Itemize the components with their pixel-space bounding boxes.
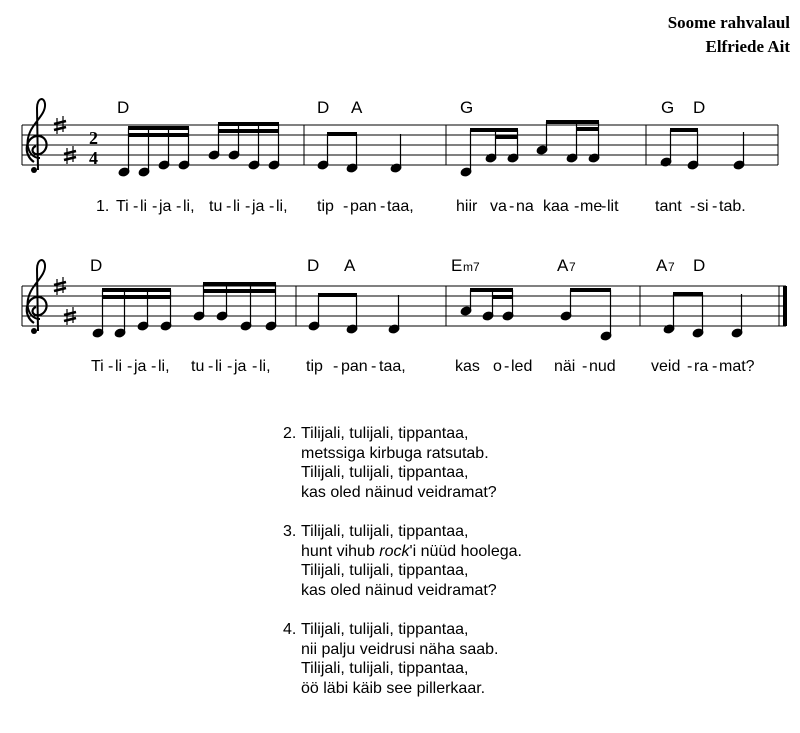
lyric-syllable: Ti <box>116 198 129 215</box>
lyric-syllable: li <box>115 358 123 375</box>
chord-symbol: D <box>117 98 130 117</box>
measure-8 <box>663 292 743 338</box>
lyric-hyphen: - <box>504 358 510 375</box>
lyric-syllable: tu <box>191 358 205 375</box>
verse-3 <box>283 522 522 600</box>
lyric-hyphen: - <box>152 198 158 215</box>
verse-line: kas oled näinud veidramat? <box>301 483 497 501</box>
chord-symbol: D <box>693 98 706 117</box>
measure-4 <box>660 128 745 170</box>
verse-line: öö läbi käib see pillerkaar. <box>301 679 486 697</box>
lyric-syllable: si <box>697 198 709 215</box>
lyric-syllable: pan <box>341 358 368 375</box>
measure-6 <box>308 293 400 334</box>
lyric-hyphen: - <box>252 358 258 375</box>
lyric-syllable: veid <box>651 358 681 375</box>
measure-3 <box>460 120 600 177</box>
additional-verses <box>283 424 522 718</box>
verse-number: 1. <box>96 198 110 215</box>
measure-2 <box>317 132 402 173</box>
lyric-hyphen: - <box>269 198 275 215</box>
song-author: Elfriede Ait <box>705 37 790 56</box>
lyric-syllable: li, <box>158 358 170 375</box>
lyric-hyphen: - <box>226 198 232 215</box>
lyric-syllable: na <box>516 198 534 215</box>
verse-line: kas oled näinud veidramat? <box>301 581 497 599</box>
verse-number: 2. <box>283 425 297 442</box>
lyric-syllable: kas <box>455 358 480 375</box>
lyric-hyphen: - <box>176 198 182 215</box>
lyric-syllable: näi <box>554 358 576 375</box>
lyric-hyphen: - <box>712 358 718 375</box>
lyric-syllable: li, <box>276 198 288 215</box>
verse-2 <box>283 424 522 502</box>
verse-line: 'i nüüd hoolega. <box>409 542 522 560</box>
verse-line: Tilijali, tulijali, tippantaa, <box>301 621 469 638</box>
treble-clef-icon <box>27 99 47 173</box>
lyric-syllable: pan <box>350 198 377 215</box>
chord-suffix: 7 <box>569 260 576 274</box>
chord-symbol: G <box>460 98 474 117</box>
staff-system-2 <box>22 256 787 375</box>
lyric-syllable: taa, <box>379 358 406 375</box>
lyric-hyphen: - <box>380 198 386 215</box>
lyric-hyphen: - <box>333 358 339 375</box>
lyric-syllable: tip <box>317 198 334 215</box>
lyric-syllable: taa, <box>387 198 414 215</box>
lyric-hyphen: - <box>151 358 157 375</box>
lyric-syllable: tab. <box>719 198 746 215</box>
chord-suffix: m7 <box>463 260 480 274</box>
chord-symbol: D <box>90 256 103 275</box>
lyric-syllable: nud <box>589 358 616 375</box>
lyric-syllable: li, <box>259 358 271 375</box>
lyric-hyphen: - <box>133 198 139 215</box>
verse-line: Tilijali, tulijali, tippantaa, <box>301 464 469 481</box>
lyric-hyphen: - <box>127 358 133 375</box>
verse-4 <box>283 620 522 698</box>
song-origin: Soome rahvalaul <box>667 13 790 32</box>
lyric-syllable: li, <box>183 198 195 215</box>
lyric-syllable: tu <box>209 198 223 215</box>
lyric-syllable: li <box>233 198 241 215</box>
lyric-syllable: o <box>493 358 502 375</box>
staff-system-1 <box>22 98 778 215</box>
lyric-syllable: ja <box>234 358 247 375</box>
treble-clef-icon <box>27 260 47 334</box>
lyric-syllable: ja <box>252 198 265 215</box>
lyric-hyphen: - <box>687 358 693 375</box>
lyric-syllable: tant <box>655 198 682 215</box>
verse-line: Tilijali, tulijali, tippantaa, <box>301 523 469 540</box>
lyric-hyphen: - <box>371 358 377 375</box>
verse-line: metssiga kirbuga ratsutab. <box>301 444 489 462</box>
chord-symbol: D <box>317 98 330 117</box>
lyric-syllable: ja <box>134 358 147 375</box>
lyric-syllable: hiir <box>456 198 478 215</box>
lyric-hyphen: - <box>690 198 696 215</box>
lyric-hyphen: - <box>601 198 607 215</box>
lyric-hyphen: - <box>712 198 718 215</box>
lyric-syllable: ra <box>694 358 709 375</box>
final-barline <box>783 286 787 326</box>
time-signature-top: 2 <box>89 128 98 148</box>
verse-line: nii palju veidrusi näha saab. <box>301 640 499 658</box>
verse-number: 4. <box>283 621 297 638</box>
lyric-hyphen: - <box>245 198 251 215</box>
chord-symbol: A <box>344 256 356 275</box>
verse-line: Tilijali, tulijali, tippantaa, <box>301 660 469 677</box>
chord-symbol: D <box>307 256 320 275</box>
verse-italic-word: rock <box>379 542 410 560</box>
verse-line: Tilijali, tulijali, tippantaa, <box>301 562 469 579</box>
lyric-hyphen: - <box>343 198 349 215</box>
lyric-syllable: va <box>490 198 507 215</box>
measure-1 <box>118 122 280 177</box>
lyric-syllable: li <box>215 358 223 375</box>
lyric-syllable: lit <box>607 198 619 215</box>
chord-symbol: D <box>693 256 706 275</box>
verse-number: 3. <box>283 523 297 540</box>
lyric-hyphen: - <box>582 358 588 375</box>
chord-symbol: A <box>656 256 668 275</box>
verse-line: hunt vihub <box>301 542 380 560</box>
lyric-syllable: led <box>511 358 533 375</box>
chord-symbol: E <box>451 256 463 275</box>
lyric-syllable: Ti <box>91 358 104 375</box>
lyric-hyphen: - <box>227 358 233 375</box>
chord-symbol: A <box>557 256 569 275</box>
lyric-syllable: kaa <box>543 198 569 215</box>
chord-suffix: 7 <box>668 260 675 274</box>
verse-line: Tilijali, tulijali, tippantaa, <box>301 425 469 442</box>
lyric-syllable: mat? <box>719 358 755 375</box>
lyric-hyphen: - <box>574 198 580 215</box>
chord-symbol: G <box>661 98 675 117</box>
lyric-syllable: me <box>580 198 603 215</box>
lyric-hyphen: - <box>108 358 114 375</box>
lyric-syllable: li <box>140 198 148 215</box>
lyric-hyphen: - <box>509 198 515 215</box>
chord-symbol: A <box>351 98 363 117</box>
lyric-syllable: tip <box>306 358 323 375</box>
measure-5 <box>92 282 277 338</box>
lyric-syllable: ja <box>159 198 172 215</box>
lyric-hyphen: - <box>208 358 214 375</box>
time-signature-bottom: 4 <box>89 148 98 168</box>
